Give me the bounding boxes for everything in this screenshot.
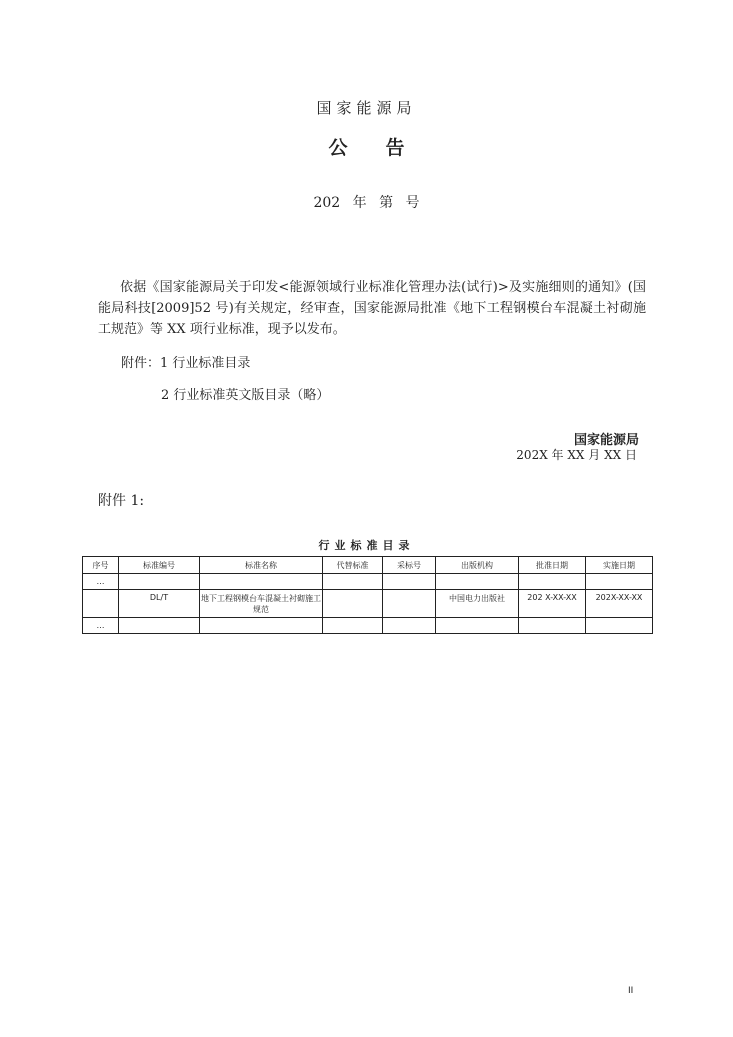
table-cell xyxy=(119,618,200,634)
table-cell xyxy=(436,618,519,634)
table-cell xyxy=(83,590,119,618)
table-cell xyxy=(323,618,383,634)
table-cell xyxy=(323,590,383,618)
table-cell xyxy=(586,574,653,590)
table-row xyxy=(83,590,653,618)
table-cell: 202 X-XX-XX xyxy=(519,590,586,618)
header-cell-index: 序号 xyxy=(83,557,119,574)
table-cell: 中国电力出版社 xyxy=(436,590,519,618)
table-cell xyxy=(323,574,383,590)
table-cell xyxy=(200,574,323,590)
table-row xyxy=(83,618,653,634)
table-title: 行业标准目录 xyxy=(318,539,415,552)
table-cell: … xyxy=(83,574,119,590)
header-cell-approval-date: 批准日期 xyxy=(519,557,586,574)
page-number: II xyxy=(628,986,634,996)
signature-org: 国家能源局 xyxy=(573,433,639,448)
table-cell: 202X-XX-XX xyxy=(586,590,653,618)
header-cell-name: 标准名称 xyxy=(200,557,323,574)
table-cell: DL/T xyxy=(119,590,200,618)
table-cell xyxy=(519,618,586,634)
header-cell-effective-date: 实施日期 xyxy=(586,557,653,574)
issuing-org-heading: 国家能源局 xyxy=(316,99,417,117)
table-cell xyxy=(519,574,586,590)
header-cell-adopted: 采标号 xyxy=(383,557,436,574)
header-cell-code: 标准编号 xyxy=(119,557,200,574)
table-cell xyxy=(383,574,436,590)
table-row xyxy=(83,574,653,590)
table-cell xyxy=(383,590,436,618)
table-cell xyxy=(383,618,436,634)
announcement-title: 公告 xyxy=(328,137,443,159)
table-cell xyxy=(586,618,653,634)
header-cell-replaces: 代替标准 xyxy=(323,557,383,574)
header-cell-publisher: 出版机构 xyxy=(436,557,519,574)
announcement-body: 依据《国家能源局关于印发<能源领域行业标准化管理办法(试行)>及实施细则的通知》(国能局科技[2009]52 号)有关规定，经审查，国家能源局批准《地下工程钢模台车混凝土衬砌施工规范》等 XX 项行业标准，现予以发布。 xyxy=(98,280,646,337)
issue-number: 202 年 第 号 xyxy=(313,195,420,211)
table-cell xyxy=(200,618,323,634)
annex-label: 附件 1: xyxy=(98,493,145,509)
attachment-item-1: 附件：1 行业标准目录 xyxy=(121,356,251,371)
table-header-row xyxy=(83,557,653,574)
standards-table xyxy=(82,556,653,634)
signature-date: 202X 年 XX 月 XX 日 xyxy=(516,448,637,462)
table-cell: … xyxy=(83,618,119,634)
table-cell xyxy=(119,574,200,590)
table-cell: 地下工程钢模台车混凝土衬砌施工规范 xyxy=(200,590,323,618)
attachment-item-2: 2 行业标准英文版目录（略） xyxy=(161,388,330,403)
table-cell xyxy=(436,574,519,590)
